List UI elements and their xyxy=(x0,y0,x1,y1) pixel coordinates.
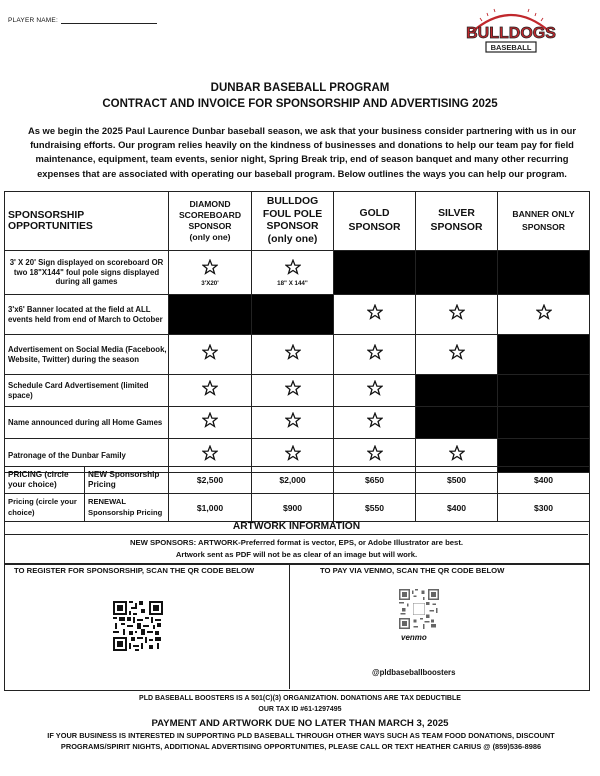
venmo-logo-text: venmo xyxy=(401,633,427,642)
register-qr-code-icon[interactable] xyxy=(113,600,163,652)
benefit-cell xyxy=(252,251,334,295)
unavailable-cell xyxy=(498,407,590,439)
star-icon xyxy=(202,445,218,461)
intro-line: maintenance, equipment, team events, senior night, Spring Break trip, end of season banquet and many other recurring xyxy=(35,153,569,165)
table-row xyxy=(5,335,590,375)
player-name-field[interactable] xyxy=(8,16,157,24)
unavailable-cell xyxy=(416,375,498,407)
unavailable-cell xyxy=(416,407,498,439)
intro-paragraph xyxy=(16,124,588,181)
pricing-type xyxy=(85,467,169,494)
tax-id: OUR TAX ID #61-1297495 xyxy=(258,706,342,713)
star-icon xyxy=(285,344,301,360)
benefit-cell xyxy=(169,375,252,407)
table-row xyxy=(5,295,590,335)
pricing-label xyxy=(5,467,85,494)
row-label: Advertisement on Social Media (Facebook, Website, Twitter) during the season xyxy=(5,335,169,375)
header-line: GOLD xyxy=(359,208,390,219)
star-icon xyxy=(202,259,218,275)
price-option[interactable]: $650 xyxy=(334,467,416,494)
price-option[interactable]: $900 xyxy=(252,494,334,522)
sponsorship-table xyxy=(4,191,590,473)
benefit-cell xyxy=(169,251,252,295)
star-icon xyxy=(449,445,465,461)
benefit-cell xyxy=(252,407,334,439)
star-icon xyxy=(536,304,552,320)
qr-section-box xyxy=(4,563,590,691)
pricing-label-line: your choice) xyxy=(8,480,57,489)
row-label: 3' X 20' Sign displayed on scoreboard OR two 18"X144" foul pole signs displayed during all games xyxy=(5,251,169,295)
header-line: BULLDOG xyxy=(266,196,319,207)
benefit-cell xyxy=(334,375,416,407)
benefit-cell xyxy=(498,295,590,335)
bulldogs-baseball-logo xyxy=(462,2,560,54)
header-line: SILVER xyxy=(438,208,475,219)
star-icon xyxy=(367,380,383,396)
row-label: Name announced during all Home Games xyxy=(5,407,169,439)
benefit-cell xyxy=(334,295,416,335)
intro-line: expenses that are associated with operating our baseball program. Below outlines the ways you can help our program. xyxy=(37,167,567,179)
pricing-type-line: Pricing xyxy=(88,480,116,489)
table-header-row xyxy=(5,192,590,251)
price-option[interactable]: $400 xyxy=(416,494,498,522)
artwork-divider xyxy=(4,534,588,535)
pricing-table xyxy=(4,466,590,522)
diamond-sponsor-header xyxy=(169,192,252,251)
star-icon xyxy=(202,412,218,428)
pricing-row-renewal xyxy=(5,494,590,522)
logo-sub: BASEBALL xyxy=(490,43,532,53)
page-subtitle: CONTRACT AND INVOICE FOR SPONSORSHIP AND ADVERTISING 2025 xyxy=(102,98,498,110)
header-line: FOUL POLE xyxy=(262,208,323,220)
header-line: SPONSOR xyxy=(188,221,232,231)
header-line: SPONSOR xyxy=(266,221,319,232)
header-line: SPONSOR xyxy=(348,222,401,233)
unavailable-cell xyxy=(416,251,498,295)
benefit-cell xyxy=(252,335,334,375)
nonprofit-notice: PLD BASEBALL BOOSTERS IS A 501(C)(3) ORGANIZATION. DONATIONS ARE TAX DEDUCTIBLE xyxy=(139,695,461,702)
table-row xyxy=(5,251,590,295)
page-title: DUNBAR BASEBALL PROGRAM xyxy=(210,82,390,94)
star-icon xyxy=(367,304,383,320)
bulldog-sponsor-header xyxy=(252,192,334,251)
pricing-label-line: choice) xyxy=(8,507,35,517)
banner-only-sponsor-header xyxy=(498,192,590,251)
star-icon xyxy=(367,412,383,428)
table-row xyxy=(5,407,590,439)
header-line: SCOREBOARD xyxy=(178,210,242,220)
logo-word: BULLDOGS xyxy=(466,25,556,42)
pricing-label-line: Pricing (circle your xyxy=(8,497,77,506)
intro-line: fundraising efforts. Our program relies heavily on the kindness of businesses and donations to help our team pay for field xyxy=(30,139,574,151)
star-icon xyxy=(285,412,301,428)
sign-size-label: 18" X 144" xyxy=(277,279,308,287)
artwork-line: Artwork sent as PDF will not be as clear of an image but will work. xyxy=(175,550,418,559)
pricing-type-line: NEW Sponsorship xyxy=(88,469,160,479)
venmo-qr-label: TO PAY VIA VENMO, SCAN THE QR CODE BELOW xyxy=(320,566,505,575)
register-qr-label: TO REGISTER FOR SPONSORSHIP, SCAN THE QR CODE BELOW xyxy=(14,566,255,575)
header-line: (only one) xyxy=(189,232,231,242)
pricing-label xyxy=(5,494,85,522)
price-option[interactable]: $500 xyxy=(416,467,498,494)
price-option[interactable]: $550 xyxy=(334,494,416,522)
unavailable-cell xyxy=(252,295,334,335)
star-icon xyxy=(367,344,383,360)
table-row xyxy=(5,375,590,407)
venmo-handle: @pldbaseballboosters xyxy=(372,668,456,677)
price-option[interactable]: $1,000 xyxy=(169,494,252,522)
star-icon xyxy=(449,344,465,360)
header-line: DIAMOND xyxy=(189,199,231,209)
star-icon xyxy=(202,344,218,360)
star-icon xyxy=(449,304,465,320)
price-option[interactable]: $2,500 xyxy=(169,467,252,494)
benefit-cell xyxy=(416,295,498,335)
price-option[interactable]: $400 xyxy=(498,467,590,494)
header-line: (only one) xyxy=(267,233,318,245)
pricing-type-line: Sponsorship Pricing xyxy=(88,507,163,517)
payment-deadline: PAYMENT AND ARTWORK DUE NO LATER THAN MARCH 3, 2025 xyxy=(151,718,449,729)
pricing-type-line: RENEWAL xyxy=(88,497,126,506)
unavailable-cell xyxy=(498,251,590,295)
benefit-cell xyxy=(334,335,416,375)
contact-notice: IF YOUR BUSINESS IS INTERESTED IN SUPPORTING PLD BASEBALL THROUGH OTHER WAYS SUCH AS TEAM FOOD DONATIONS, DISCOUNT PROGRAMS/SPIRIT NIGHTS, ADDITIONAL ADVERTISING OPPORTUNITIES, PLEASE CALL OR TEXT HEATHER CARIUS @ (859)536-8986 xyxy=(47,731,555,751)
sponsorship-opportunities-header: SPONSORSHIP OPPORTUNITIES xyxy=(5,192,169,251)
silver-sponsor-header xyxy=(416,192,498,251)
row-label: Schedule Card Advertisement (limited space) xyxy=(5,375,169,407)
benefit-cell xyxy=(169,407,252,439)
star-icon xyxy=(202,380,218,396)
benefit-cell xyxy=(252,375,334,407)
pricing-type xyxy=(85,494,169,522)
unavailable-cell xyxy=(334,251,416,295)
benefit-cell xyxy=(169,335,252,375)
header-line: SPONSOR xyxy=(522,222,565,232)
player-name-label: PLAYER NAME: xyxy=(8,17,58,24)
benefit-cell xyxy=(334,407,416,439)
pricing-row-new xyxy=(5,467,590,494)
unavailable-cell xyxy=(169,295,252,335)
unavailable-cell xyxy=(498,375,590,407)
player-name-line[interactable] xyxy=(61,16,157,24)
artwork-title: ARTWORK INFORMATION xyxy=(232,521,361,532)
venmo-qr-code-icon[interactable] xyxy=(398,589,440,629)
star-icon xyxy=(285,380,301,396)
price-option[interactable]: $2,000 xyxy=(252,467,334,494)
gold-sponsor-header xyxy=(334,192,416,251)
benefit-cell xyxy=(416,335,498,375)
row-label: Patronage of the Dunbar Family xyxy=(5,439,169,473)
star-icon xyxy=(367,445,383,461)
header-line: SPONSOR xyxy=(430,222,483,233)
star-icon xyxy=(285,259,301,275)
artwork-line: NEW SPONSORS: ARTWORK-Preferred format is vector, EPS, or Adobe Illustrator are best. xyxy=(129,538,464,547)
sign-size-label: 3'X20' xyxy=(201,279,219,287)
qr-section-divider xyxy=(289,563,290,689)
pricing-label-line: PRICING (circle xyxy=(8,469,69,479)
row-label: 3'x6' Banner located at the field at ALL events held from end of March to October xyxy=(5,295,169,335)
unavailable-cell xyxy=(498,335,590,375)
intro-line: As we begin the 2025 Paul Laurence Dunbar baseball season, we ask that your business consider partnering with us in our xyxy=(27,125,577,136)
header-line: BANNER ONLY xyxy=(512,209,575,219)
price-option[interactable]: $300 xyxy=(498,494,590,522)
star-icon xyxy=(285,445,301,461)
